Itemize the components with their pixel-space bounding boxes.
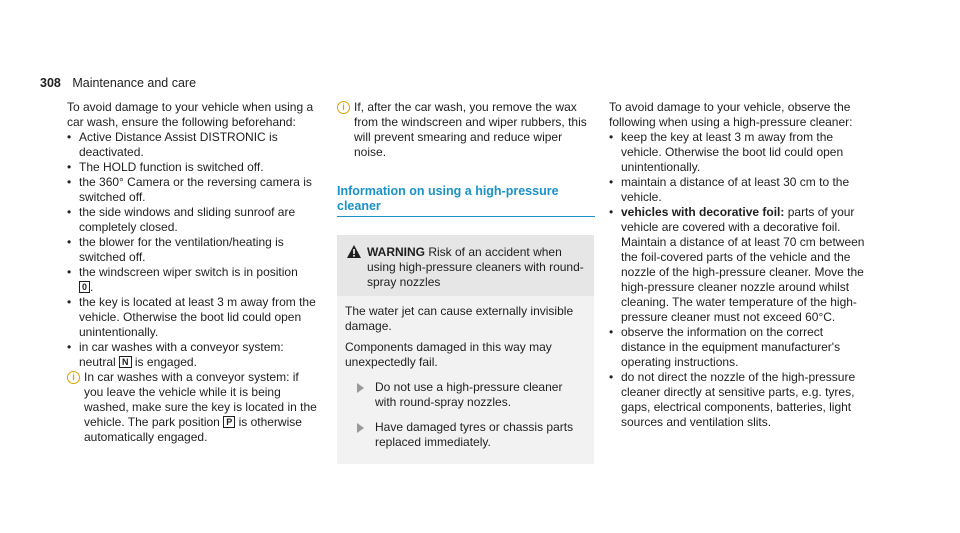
section-title-header: Maintenance and care [72,76,197,90]
info-icon: i [337,101,350,114]
list-item: • in car washes with a conveyor system: neutral N is engaged. [67,340,284,369]
wax-note: i If, after the car wash, you remove the wax from the windscreen and wiper rubbers, this will prevent smearing and reduce wiper noise. [337,100,595,160]
warning-body [337,296,594,464]
warning-triangle-icon [347,245,361,258]
warning-action: Do not use a high-pressure cleaner with round-spray nozzles. [345,380,586,410]
warning-header [337,235,594,296]
list-item: • Active Distance Assist DISTRONIC is deactivated. [67,130,278,159]
high-pressure-section-title: Information on using a high-pressure cleaner [337,184,595,217]
list-item: • the windscreen wiper switch is in position 0 . [67,265,298,294]
gear-p-symbol: P [223,416,235,428]
list-item: • do not direct the nozzle of the high-pressure cleaner directly at sensitive parts, e.g. tyres, gaps, electrical components, batteries, light sources and ventilation slits. [609,370,856,429]
column-1 [67,100,319,445]
warning-text: The water jet can cause externally invisible damage. [345,304,574,333]
wiper-position-symbol: 0 [79,281,90,293]
arrow-right-icon [357,423,364,433]
warning-action: Have damaged tyres or chassis parts replaced immediately. [345,420,586,450]
car-wash-list [67,130,319,370]
list-item: • the key is located at least 3 m away from the vehicle. Otherwise the boot lid could open unintentionally. [67,295,316,339]
warning-head-text: Risk of an accident when using high-pressure cleaners with round-spray nozzles [367,245,584,289]
list-item: • keep the key at least 3 m away from the vehicle. Otherwise the boot lid could open unintentionally. [609,130,844,174]
high-pressure-intro: To avoid damage to your vehicle, observe the following when using a high-pressure cleaner: [609,100,853,129]
list-item: • the blower for the ventilation/heating is switched off. [67,235,284,264]
page-number: 308 [40,76,61,90]
car-wash-note: i In car washes with a conveyor system: if you leave the vehicle while it is being washed, make sure the key is located in the vehicle. The park position P is otherwise automatically engaged. [67,370,319,445]
info-icon: i [67,371,80,384]
column-3 [609,100,871,430]
list-item: • observe the information on the correct distance in the equipment manufacturer's operating instructions. [609,325,841,369]
high-pressure-list [609,130,871,430]
list-item: • the 360° Camera or the reversing camera is switched off. [67,175,312,204]
car-wash-intro: To avoid damage to your vehicle when using a car wash, ensure the following beforehand: [67,100,314,129]
warning-label: WARNING [367,245,425,259]
list-item: • vehicles with decorative foil: parts of your vehicle are covered with a decorative foil. Maintain a distance of at least 70 cm between the foil-covered parts of the vehicle and the nozzle of the high-pressure cleaner. Move the high-pressure cleaner nozzle around whilst cleaning. The water temperature of the high-pressure cleaner must not exceed 60°C. [609,205,865,324]
arrow-right-icon [357,383,364,393]
list-item: • the side windows and sliding sunroof are completely closed. [67,205,296,234]
warning-text: Components damaged in this way may unexpectedly fail. [345,340,552,369]
list-item: • maintain a distance of at least 30 cm to the vehicle. [609,175,850,204]
gear-n-symbol: N [119,356,132,368]
warning-box [337,235,594,464]
list-item: • The HOLD function is switched off. [67,160,264,174]
page-header [40,76,196,91]
column-2 [337,100,595,464]
